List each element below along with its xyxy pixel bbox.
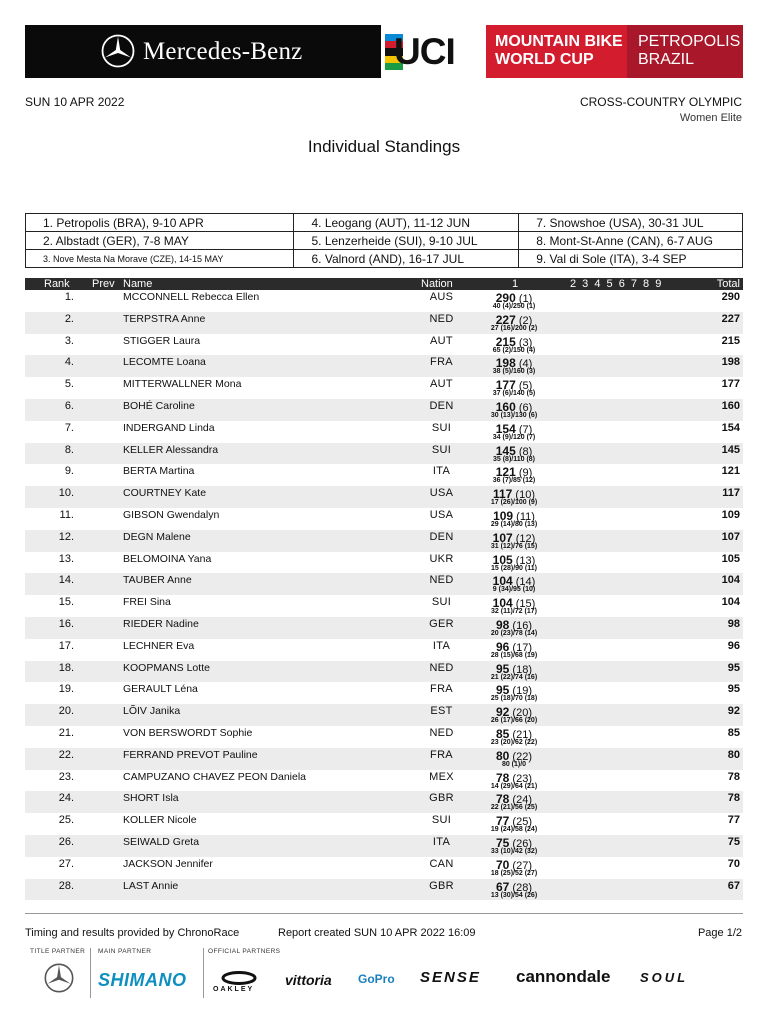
report-created: Report created SUN 10 APR 2022 16:09: [278, 927, 476, 939]
total-cell: 215: [721, 334, 740, 347]
rank-cell: 21.: [58, 726, 74, 739]
nation-cell: FRA: [430, 356, 453, 369]
rank-cell: 8.: [64, 443, 74, 456]
mercedes-benz-banner: [25, 25, 381, 78]
points-position: (17): [512, 641, 532, 654]
points-position: (14): [515, 576, 536, 589]
points-detail: 14 (29)/64 (21): [490, 782, 538, 790]
rider-name: SEIWALD Greta: [123, 835, 200, 848]
nation-cell: USA: [429, 487, 454, 500]
rider-name: RIEDER Nadine: [123, 617, 199, 630]
rider-name: VON BERSWORDT Sophie: [123, 726, 253, 739]
rank-cell: 14.: [58, 574, 74, 587]
points-detail: 65 (2)/150 (4): [492, 346, 536, 354]
rider-name: MITTERWALLNER Mona: [123, 378, 242, 391]
nation-cell: DEN: [429, 530, 454, 543]
rider-name: LÕIV Janika: [123, 705, 181, 718]
table-row: [25, 443, 743, 465]
points-detail: 22 (21)/56 (25): [490, 804, 538, 812]
total-cell: 92: [727, 705, 740, 718]
mercedes-star-icon: [101, 34, 135, 68]
total-cell: 78: [727, 792, 740, 805]
table-row: [25, 399, 743, 421]
points-detail: 18 (25)/52 (27): [490, 869, 538, 877]
rank-cell: 19.: [58, 683, 74, 696]
points-detail: 13 (30)/54 (26): [490, 891, 538, 899]
rank-cell: 18.: [58, 661, 74, 674]
round-cell: 1. Petropolis (BRA), 9-10 APR: [26, 214, 294, 232]
event-discipline: CROSS-COUNTRY OLYMPIC: [579, 95, 742, 109]
points-position: (23): [512, 772, 532, 785]
header-prev: Prev: [92, 278, 115, 290]
points-value: 227: [495, 312, 516, 327]
nation-cell: ITA: [432, 835, 451, 848]
points-position: (5): [518, 380, 533, 393]
round-cell: 3. Nove Mesta Na Morave (CZE), 14-15 MAY: [26, 250, 294, 268]
points-position: (28): [512, 881, 532, 894]
points-detail: 40 (4)/250 (1): [492, 303, 536, 310]
series-line-2: WORLD CUP: [495, 51, 594, 68]
points-value: 78: [496, 792, 510, 807]
points-detail: 20 (23)/78 (14): [490, 629, 538, 637]
rank-cell: 10.: [58, 487, 74, 500]
rider-name: BELOMOINA Yana: [123, 552, 212, 565]
rider-name: MCCONNELL Rebecca Ellen: [123, 291, 260, 303]
total-cell: 227: [721, 312, 740, 325]
points-position: (2): [518, 314, 533, 327]
rank-cell: 24.: [58, 792, 74, 805]
footer-divider: [25, 913, 743, 914]
rank-cell: 5.: [64, 378, 74, 391]
table-row: [25, 639, 743, 661]
points-position: (9): [518, 467, 533, 480]
rank-cell: 1.: [64, 291, 74, 303]
points-value: 105: [492, 552, 513, 567]
series-title: [486, 25, 627, 78]
title-partner-label: TITLE PARTNER: [30, 948, 86, 955]
points-detail: 28 (15)/68 (19): [490, 651, 538, 659]
points-value: 80: [496, 748, 510, 763]
points-value: 96: [496, 639, 510, 654]
rank-cell: 25.: [58, 814, 74, 827]
points-position: (21): [512, 728, 532, 741]
round-cell: 6. Valnord (AND), 16-17 JUL: [294, 250, 519, 268]
total-cell: 67: [727, 879, 740, 892]
venue-title: [627, 25, 743, 78]
total-cell: 104: [721, 574, 740, 587]
round-cell: 4. Leogang (AUT), 11-12 JUN: [294, 214, 519, 232]
table-row: [25, 377, 743, 399]
points-detail: 26 (17)/66 (20): [490, 717, 538, 725]
total-cell: 145: [721, 443, 740, 456]
points-detail: 36 (7)/85 (12): [492, 477, 536, 485]
rank-cell: 7.: [64, 421, 74, 434]
points-detail: 80 (1)/0: [501, 760, 527, 768]
partner-divider: [203, 948, 204, 998]
rider-name: JACKSON Jennifer: [123, 857, 213, 870]
table-row: [25, 879, 743, 901]
table-row: [25, 355, 743, 377]
rank-cell: 17.: [58, 639, 74, 652]
nation-cell: FRA: [430, 748, 453, 761]
header-rank: Rank: [44, 278, 70, 290]
points-value: 121: [495, 465, 516, 480]
total-cell: 105: [721, 552, 740, 565]
total-cell: 104: [721, 596, 740, 609]
points-value: 198: [495, 356, 516, 371]
table-row: [25, 486, 743, 508]
rank-cell: 27.: [58, 857, 74, 870]
points-value: 95: [496, 683, 510, 698]
total-cell: 160: [721, 399, 740, 412]
header-nation: Nation: [421, 278, 453, 290]
sense-logo: SENSE: [420, 969, 481, 986]
points-detail: 9 (34)/95 (10): [492, 586, 536, 594]
nation-cell: NED: [429, 726, 454, 739]
total-cell: 77: [727, 814, 740, 827]
rider-name: FREI Sina: [123, 596, 171, 609]
rank-cell: 9.: [64, 465, 74, 478]
rider-name: INDERGAND Linda: [123, 421, 215, 434]
cannondale-logo: cannondale: [516, 967, 611, 986]
points-value: 154: [495, 421, 516, 436]
total-cell: 107: [721, 530, 740, 543]
points-position: (25): [512, 816, 532, 829]
points-position: (1): [518, 293, 533, 305]
rank-cell: 13.: [58, 552, 74, 565]
rider-name: GIBSON Gwendalyn: [123, 508, 220, 521]
points-value: 75: [496, 835, 510, 850]
total-cell: 70: [727, 857, 740, 870]
table-row: [25, 704, 743, 726]
points-detail: 38 (5)/160 (3): [492, 368, 536, 376]
points-position: (12): [515, 532, 536, 545]
rank-cell: 12.: [58, 530, 74, 543]
rank-cell: 26.: [58, 835, 74, 848]
points-detail: 33 (10)/42 (32): [490, 847, 538, 855]
points-value: 78: [496, 770, 510, 785]
page-title: Individual Standings: [307, 137, 461, 156]
standings-header: [25, 278, 743, 290]
rider-name: KOLLER Nicole: [123, 814, 197, 827]
rank-cell: 6.: [64, 399, 74, 412]
total-cell: 80: [727, 748, 740, 761]
points-position: (22): [512, 750, 532, 763]
partners-strip: [30, 948, 730, 998]
nation-cell: AUT: [430, 334, 453, 347]
table-row: [25, 726, 743, 748]
rank-cell: 15.: [58, 596, 74, 609]
nation-cell: SUI: [431, 596, 452, 609]
points-detail: 31 (12)/76 (15): [490, 542, 538, 550]
official-partners-label: OFFICIAL PARTNERS: [208, 948, 281, 955]
total-cell: 75: [727, 835, 740, 848]
points-position: (10): [515, 489, 535, 502]
rider-name: LAST Annie: [123, 879, 179, 892]
points-detail: 17 (26)/100 (9): [490, 499, 538, 507]
rank-cell: 3.: [64, 334, 74, 347]
points-position: (7): [518, 423, 533, 436]
nation-cell: ITA: [432, 465, 451, 478]
points-position: (13): [515, 554, 536, 567]
nation-cell: USA: [429, 508, 454, 521]
round-cell: 7. Snowshoe (USA), 30-31 JUL: [519, 214, 743, 232]
round-cell: 9. Val di Sole (ITA), 3-4 SEP: [519, 250, 743, 268]
shimano-logo: SHIMANO: [98, 970, 187, 990]
table-row: [25, 290, 743, 312]
rank-cell: 28.: [58, 879, 74, 892]
oakley-logo: OAKLEY: [213, 986, 255, 993]
nation-cell: SUI: [431, 421, 452, 434]
points-position: (19): [512, 685, 532, 698]
table-row: [25, 813, 743, 835]
round-cell: 8. Mont-St-Anne (CAN), 6-7 AUG: [519, 232, 743, 250]
total-cell: 109: [721, 508, 740, 521]
total-cell: 121: [721, 465, 740, 478]
header-rounds-rest: 2 3 4 5 6 7 8 9: [570, 278, 662, 290]
table-row: [25, 661, 743, 683]
rider-name: TERPSTRA Anne: [123, 312, 206, 325]
points-value: 290: [495, 291, 516, 305]
points-position: (11): [516, 510, 535, 523]
nation-cell: AUT: [430, 378, 453, 391]
page-number: Page 1/2: [697, 927, 742, 939]
rider-name: STIGGER Laura: [123, 334, 201, 347]
points-position: (20): [512, 707, 532, 720]
event-category: Women Elite: [679, 112, 742, 124]
points-value: 95: [496, 661, 510, 676]
nation-cell: NED: [429, 574, 454, 587]
round-cell: 2. Albstadt (GER), 7-8 MAY: [26, 232, 294, 250]
mercedes-star-icon: [44, 963, 74, 993]
venue-line-2: BRAZIL: [638, 51, 695, 68]
total-cell: 198: [721, 356, 740, 369]
rank-cell: 22.: [58, 748, 74, 761]
rider-name: FERRAND PREVOT Pauline: [123, 748, 258, 761]
nation-cell: GBR: [429, 792, 454, 805]
rounds-row: [26, 250, 743, 268]
points-detail: 15 (28)/90 (11): [491, 564, 537, 572]
points-detail: 37 (6)/140 (5): [492, 390, 536, 398]
series-line-1: MOUNTAIN BIKE: [495, 33, 623, 50]
table-row: [25, 573, 743, 595]
event-date: SUN 10 APR 2022: [25, 95, 125, 109]
total-cell: 95: [727, 683, 740, 696]
points-detail: 30 (13)/130 (6): [490, 411, 538, 419]
header-round-1: 1: [512, 278, 519, 290]
table-row: [25, 552, 743, 574]
rider-name: KELLER Alessandra: [123, 443, 219, 456]
points-detail: 32 (11)/72 (17): [491, 608, 537, 616]
rider-name: DEGN Malene: [123, 530, 191, 543]
total-cell: 154: [721, 421, 740, 434]
rider-name: KOOPMANS Lotte: [123, 661, 210, 674]
nation-cell: UKR: [429, 552, 454, 565]
points-position: (26): [512, 837, 532, 850]
points-position: (3): [518, 336, 533, 349]
points-detail: 25 (18)/70 (18): [490, 695, 538, 703]
total-cell: 96: [727, 639, 740, 652]
rider-name: LECHNER Eva: [123, 639, 195, 652]
points-detail: 34 (9)/120 (7): [492, 433, 536, 441]
points-position: (6): [518, 401, 533, 414]
points-position: (8): [518, 445, 533, 458]
main-partner-label: MAIN PARTNER: [98, 948, 152, 955]
table-row: [25, 791, 743, 813]
points-value: 145: [495, 443, 516, 458]
total-cell: 95: [727, 661, 740, 674]
points-detail: 27 (16)/200 (2): [490, 324, 538, 332]
rounds-row: [26, 232, 743, 250]
points-detail: 21 (22)/74 (16): [490, 673, 538, 681]
nation-cell: SUI: [431, 814, 452, 827]
table-row: [25, 857, 743, 879]
points-value: 104: [492, 574, 513, 589]
nation-cell: CAN: [429, 857, 454, 870]
points-detail: 19 (24)/58 (24): [490, 826, 538, 834]
rank-cell: 2.: [64, 312, 74, 325]
rider-name: BOHÉ Caroline: [123, 399, 195, 412]
oakley-ellipse-icon: [221, 971, 257, 985]
table-row: [25, 508, 743, 530]
total-cell: 177: [721, 378, 740, 391]
points-detail: 23 (20)/62 (22): [490, 738, 538, 746]
table-row: [25, 595, 743, 617]
soul-logo: SOUL: [640, 970, 689, 985]
table-row: [25, 682, 743, 704]
points-value: 98: [496, 617, 510, 632]
table-row: [25, 421, 743, 443]
points-value: 92: [496, 705, 510, 720]
sponsor-name: Mercedes-Benz: [143, 37, 303, 65]
standings-table: [25, 290, 743, 900]
header-banner: [25, 25, 743, 78]
rider-name: TAUBER Anne: [123, 574, 192, 587]
rounds-table: [25, 213, 743, 268]
total-cell: 117: [722, 487, 740, 500]
points-value: 85: [496, 726, 510, 741]
points-value: 215: [495, 334, 516, 349]
points-position: (27): [512, 859, 532, 872]
nation-cell: EST: [430, 705, 453, 718]
rider-name: SHORT Isla: [123, 792, 179, 805]
table-row: [25, 530, 743, 552]
points-position: (18): [512, 663, 532, 676]
points-position: (4): [518, 358, 533, 371]
nation-cell: GBR: [429, 879, 454, 892]
nation-cell: NED: [429, 661, 454, 674]
nation-cell: SUI: [431, 443, 452, 456]
points-value: 177: [495, 378, 516, 393]
table-row: [25, 835, 743, 857]
table-row: [25, 748, 743, 770]
timing-provider: Timing and results provided by ChronoRace: [25, 927, 240, 939]
points-detail: 35 (8)/110 (8): [492, 455, 536, 463]
table-row: [25, 617, 743, 639]
round-cell: 5. Lenzerheide (SUI), 9-10 JUL: [294, 232, 519, 250]
nation-cell: FRA: [430, 683, 453, 696]
uci-wordmark: UCI: [394, 31, 455, 72]
rank-cell: 20.: [58, 705, 74, 718]
table-row: [25, 334, 743, 356]
rounds-row: [26, 214, 743, 232]
points-value: 104: [492, 596, 513, 611]
nation-cell: DEN: [429, 399, 454, 412]
partner-divider: [90, 948, 91, 998]
table-row: [25, 312, 743, 334]
nation-cell: AUS: [429, 291, 454, 303]
rider-name: COURTNEY Kate: [123, 487, 207, 500]
rank-cell: 16.: [58, 617, 74, 630]
venue-line-1: PETROPOLIS: [638, 33, 741, 50]
points-value: 117: [493, 487, 513, 502]
points-position: (15): [515, 598, 536, 611]
header-total: Total: [716, 278, 740, 290]
points-value: 160: [495, 399, 516, 414]
header-name: Name: [123, 278, 153, 290]
uci-logo: [381, 25, 486, 78]
points-position: (16): [512, 619, 532, 632]
rider-name: BERTA Martina: [123, 465, 195, 478]
points-value: 70: [496, 857, 510, 872]
nation-cell: ITA: [432, 639, 451, 652]
rank-cell: 23.: [58, 770, 74, 783]
vittoria-logo: vittoria: [285, 972, 332, 988]
rank-cell: 4.: [64, 356, 74, 369]
rider-name: CAMPUZANO CHAVEZ PEON Daniela: [123, 770, 307, 783]
total-cell: 85: [727, 726, 740, 739]
points-detail: 29 (14)/80 (13): [490, 520, 538, 528]
total-cell: 290: [721, 291, 740, 303]
points-value: 77: [496, 814, 510, 829]
gopro-logo: GoPro: [358, 972, 395, 986]
points-value: 107: [492, 530, 513, 545]
table-row: [25, 464, 743, 486]
points-value: 67: [496, 879, 510, 894]
nation-cell: NED: [429, 312, 454, 325]
nation-cell: MEX: [429, 770, 454, 783]
rider-name: GERAULT Léna: [123, 683, 198, 696]
rider-name: LECOMTE Loana: [123, 356, 206, 369]
rank-cell: 11.: [59, 508, 74, 521]
points-value: 109: [493, 508, 514, 523]
nation-cell: GER: [429, 617, 454, 630]
points-position: (24): [512, 794, 532, 807]
total-cell: 98: [727, 617, 740, 630]
table-row: [25, 770, 743, 792]
total-cell: 78: [727, 770, 740, 783]
